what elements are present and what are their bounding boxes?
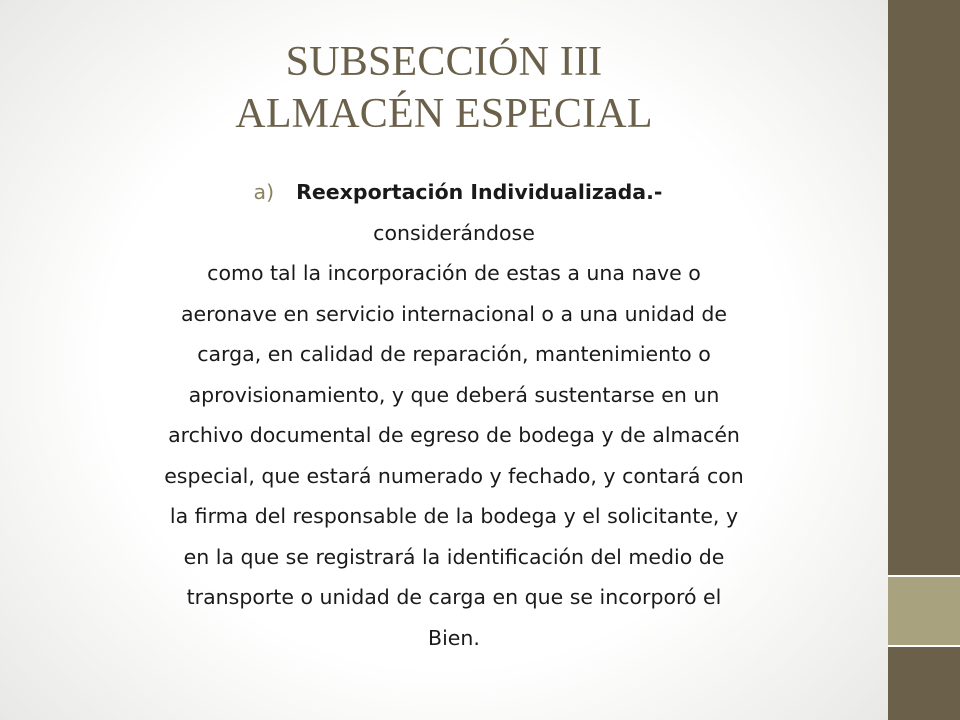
sidebar-bottom-band bbox=[888, 647, 960, 720]
title-line-1: SUBSECCIÓN III bbox=[285, 39, 603, 85]
paragraph-line: la firma del responsable de la bodega y el solicitante, y bbox=[169, 504, 739, 528]
paragraph-line: Bien. bbox=[428, 625, 480, 650]
paragraph-line: aprovisionamiento, y que deberá sustentarse en un bbox=[188, 382, 720, 407]
paragraph-line: transporte o unidad de carga en que se incorporó el bbox=[186, 585, 722, 609]
title-line-2: ALMACÉN ESPECIAL bbox=[235, 91, 653, 137]
decorative-sidebar bbox=[888, 0, 960, 720]
subheading-text: Reexportación Individualizada.- bbox=[296, 180, 663, 204]
paragraph-line: aeronave en servicio internacional o a una unidad de bbox=[180, 301, 728, 326]
sidebar-accent-band bbox=[888, 577, 960, 647]
slide-title bbox=[0, 36, 888, 140]
paragraph-line: carga, en calidad de reparación, mantenimiento o bbox=[197, 342, 711, 366]
slide-body bbox=[118, 172, 790, 658]
subheading bbox=[126, 172, 790, 213]
paragraph-line: como tal la incorporación de estas a una nave o bbox=[207, 261, 701, 285]
paragraph-line: archivo documental de egreso de bodega y de almacén bbox=[168, 423, 740, 447]
list-marker: a) bbox=[253, 180, 275, 204]
paragraph-line: considerándose bbox=[373, 220, 535, 245]
paragraph-line: en la que se registrará la identificación del medio de bbox=[183, 544, 725, 569]
paragraph-line: especial, que estará numerado y fechado, y contará con bbox=[164, 463, 744, 488]
